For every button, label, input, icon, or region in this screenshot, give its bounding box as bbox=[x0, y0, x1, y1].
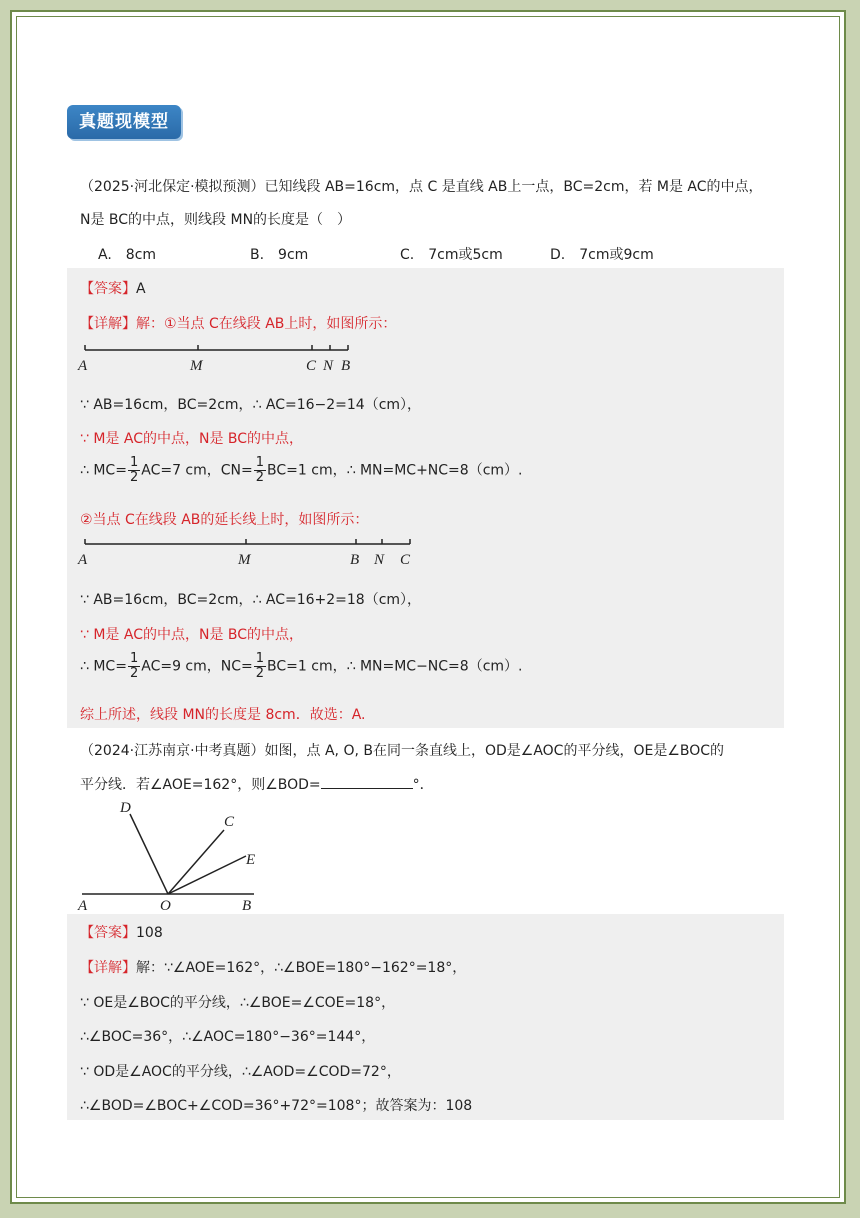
q1-answer: 【答案】A bbox=[80, 281, 146, 297]
q1-figure-case2 bbox=[70, 534, 430, 570]
q1-detail-intro: 【详解】解：①当点 C在线段 AB上时，如图所示： bbox=[80, 316, 397, 332]
fig2-label-b: B bbox=[350, 552, 360, 568]
q1-case2-line1: ∵ AB=16cm，BC=2cm，∴ AC=16+2=18（cm）， bbox=[80, 592, 422, 608]
q2-detail-line1: 【详解】解：∵∠AOE=162°，∴∠BOE=180°−162°=18°， bbox=[80, 960, 467, 976]
fig2-label-n: N bbox=[374, 552, 385, 568]
q2-stem-line2: 平分线．若∠AOE=162°，则∠BOD= °． bbox=[80, 777, 434, 793]
angle-label-a: A bbox=[78, 898, 88, 914]
q1-figure-case1 bbox=[70, 340, 370, 376]
fig1-label-n: N bbox=[323, 358, 334, 374]
q1-source: （2025·河北保定·模拟预测） bbox=[80, 179, 265, 195]
ray-oc bbox=[168, 830, 224, 894]
q1-case1-line3: ∴ MC= $\frac{1}{2}$ AC=7 cm，CN= $\frac{1}{2}$ BC=1 cm，∴ MN=MC+NC=8（cm）. bbox=[80, 455, 523, 485]
q2-detail-line5: ∴∠BOD=∠BOC+∠COD=36°+72°=108°；故答案为：108 bbox=[80, 1098, 473, 1114]
section-tag: 真题现模型 bbox=[67, 105, 181, 139]
ray-od bbox=[130, 814, 168, 894]
angle-label-c: C bbox=[224, 814, 235, 830]
angle-label-d: D bbox=[120, 800, 131, 816]
q2-solution-panel bbox=[67, 914, 784, 1120]
angle-label-o: O bbox=[160, 898, 171, 914]
q1-case2-line2: ∵ M是 AC的中点，N是 BC的中点， bbox=[80, 627, 304, 643]
q2-detail-line4: ∵ OD是∠AOC的平分线，∴∠AOD=∠COD=72°， bbox=[80, 1064, 401, 1080]
angle-label-b: B bbox=[242, 898, 252, 914]
angle-label-e: E bbox=[246, 852, 256, 868]
answer-blank[interactable] bbox=[321, 776, 413, 789]
fig2-label-a: A bbox=[78, 552, 88, 568]
fig1-label-m: M bbox=[190, 358, 203, 374]
q1-option-d[interactable]: D. 7cm或9cm bbox=[550, 247, 654, 263]
fraction-half: $\frac{1}{2}$ bbox=[129, 651, 139, 681]
q2-detail-line3: ∴∠BOC=36°，∴∠AOC=180°−36°=144°， bbox=[80, 1029, 376, 1045]
fraction-half: $\frac{1}{2}$ bbox=[255, 651, 265, 681]
q1-stem-line2: N是 BC的中点，则线段 MN的长度是（ ） bbox=[80, 212, 352, 228]
fig2-label-m: M bbox=[238, 552, 251, 568]
q1-option-b[interactable]: B. 9cm bbox=[250, 247, 309, 263]
q1-case2-line3: ∴ MC= $\frac{1}{2}$ AC=9 cm，NC= $\frac{1}{2}$ BC=1 cm，∴ MN=MC−NC=8（cm）. bbox=[80, 651, 523, 681]
q1-option-a[interactable]: A. 8cm bbox=[98, 247, 157, 263]
q2-stem-line1: （2024·江苏南京·中考真题）如图，点 A, O, B在同一条直线上，OD是∠AOC的平分线，OE是∠BOC的 bbox=[80, 743, 725, 759]
fig1-label-a: A bbox=[78, 358, 88, 374]
q2-angle-figure bbox=[70, 796, 280, 914]
q1-option-c[interactable]: C. 7cm或5cm bbox=[400, 247, 503, 263]
q1-case1-line2: ∵ M是 AC的中点，N是 BC的中点， bbox=[80, 431, 304, 447]
q1-case1-line1: ∵ AB=16cm，BC=2cm，∴ AC=16−2=14（cm）， bbox=[80, 397, 422, 413]
fraction-half: $\frac{1}{2}$ bbox=[255, 455, 265, 485]
q1-conclusion: 综上所述，线段 MN的长度是 8cm．故选：A. bbox=[80, 707, 366, 723]
q2-answer: 【答案】108 bbox=[80, 925, 163, 941]
fig2-label-c: C bbox=[400, 552, 411, 568]
q1-stem-line1: （2025·河北保定·模拟预测）已知线段 AB=16cm，点 C 是直线 AB上一点，BC=2cm，若 M是 AC的中点， bbox=[80, 179, 763, 195]
q2-detail-line2: ∵ OE是∠BOC的平分线，∴∠BOE=∠COE=18°， bbox=[80, 995, 396, 1011]
fig1-label-c: C bbox=[306, 358, 317, 374]
ray-oe bbox=[168, 856, 246, 894]
fraction-half: $\frac{1}{2}$ bbox=[129, 455, 139, 485]
q1-case2-intro: ②当点 C在线段 AB的延长线上时，如图所示： bbox=[80, 512, 369, 528]
q2-source: （2024·江苏南京·中考真题） bbox=[80, 743, 265, 759]
fig1-label-b: B bbox=[341, 358, 351, 374]
